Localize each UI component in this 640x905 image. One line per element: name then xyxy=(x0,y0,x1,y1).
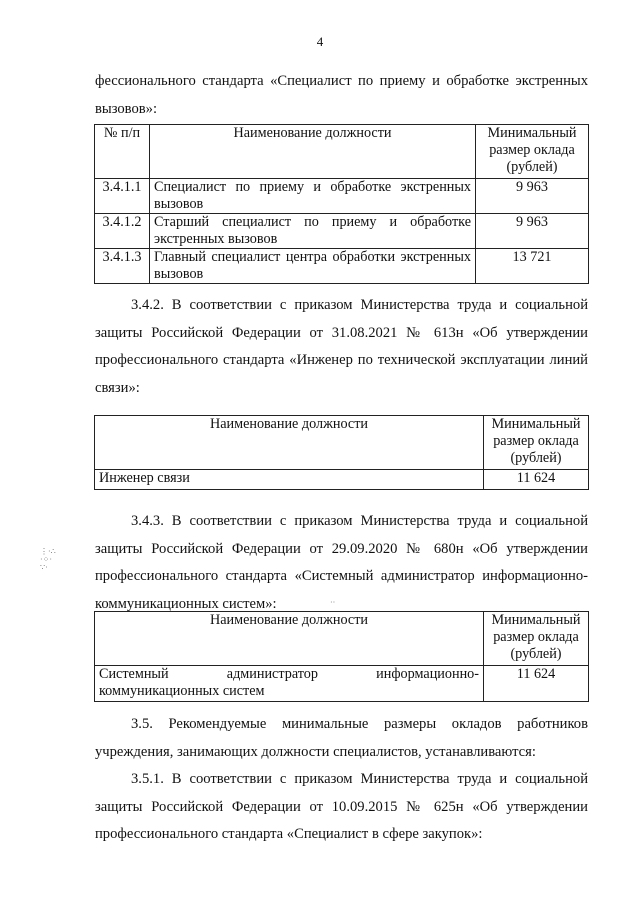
intro-line-2: вызовов»: xyxy=(95,100,158,117)
table-row xyxy=(95,470,589,490)
table-header-row xyxy=(95,416,589,470)
paragraph-3-5-1 xyxy=(95,766,588,849)
header-salary: Минимальный размер оклада (рублей) xyxy=(484,416,589,470)
header-position: Наименование должности xyxy=(150,125,476,179)
paragraph-3-4-3 xyxy=(95,508,588,618)
row-position: Главный специалист центра обработки экстренных вызовов xyxy=(150,249,476,284)
header-salary: Минимальный размер оклада (рублей) xyxy=(484,612,589,666)
row-salary: 11 624 xyxy=(484,666,589,702)
paragraph-3-4-2-text: 3.4.2. В соответствии с приказом Министерства труда и социальной защиты Российской Федерации от 31.08.2021 № 613н «Об утверждении профессионального стандарта «Инженер по технической эксплуатации линий связи»: xyxy=(95,297,588,396)
table-header-row xyxy=(95,612,589,666)
row-position-line-2: коммуникационных систем xyxy=(99,683,265,699)
row-position: Инженер связи xyxy=(95,470,484,490)
table-row xyxy=(95,249,589,284)
page-number: 4 xyxy=(316,34,324,49)
row-position: Старший специалист по приему и обработке экстренных вызовов xyxy=(150,214,476,249)
row-num: 3.4.1.3 xyxy=(95,249,150,284)
row-salary: 13 721 xyxy=(476,249,589,284)
header-num: № п/п xyxy=(95,125,150,179)
table-row xyxy=(95,666,589,702)
header-position: Наименование должности xyxy=(95,416,484,470)
intro-line-1: фессионального стандарта «Специалист по приему и обработке экстренных xyxy=(95,73,588,89)
row-salary: 11 624 xyxy=(484,470,589,490)
table-row xyxy=(95,214,589,249)
paragraph-3-5-text: 3.5. Рекомендуемые минимальные размеры окладов работников учреждения, занимающих должности специалистов, устанавливаются: xyxy=(95,716,588,760)
positions-table-1 xyxy=(94,124,589,284)
row-num: 3.4.1.1 xyxy=(95,179,150,214)
paragraph-3-4-3-text: 3.4.3. В соответствии с приказом Министерства труда и социальной защиты Российской Федерации от 29.09.2020 № 680н «Об утверждении профессионального стандарта «Системный администратор информационно-коммуникационных систем»: xyxy=(95,513,588,612)
paragraph-3-5 xyxy=(95,711,588,766)
header-salary: Минимальный размер оклада (рублей) xyxy=(476,125,589,179)
paragraph-3-5-1-text: 3.5.1. В соответствии с приказом Министерства труда и социальной защиты Российской Федерации от 10.09.2015 № 625н «Об утверждении профессионального стандарта «Специалист в сфере закупок»: xyxy=(95,771,588,842)
scan-speckle-mid: ·· xyxy=(330,598,336,607)
scan-speckle-left: ⋮·∴ ·⁘· ∵· xyxy=(40,547,56,572)
positions-table-3 xyxy=(94,611,589,702)
table-row xyxy=(95,179,589,214)
positions-table-2 xyxy=(94,415,589,490)
intro-paragraph xyxy=(95,68,588,123)
row-position xyxy=(95,666,484,702)
row-salary: 9 963 xyxy=(476,214,589,249)
row-salary: 9 963 xyxy=(476,179,589,214)
row-position-line-1: Системный администратор информационно- xyxy=(99,666,479,682)
table-header-row xyxy=(95,125,589,179)
row-num: 3.4.1.2 xyxy=(95,214,150,249)
paragraph-3-4-2 xyxy=(95,292,588,402)
row-position: Специалист по приему и обработке экстренных вызовов xyxy=(150,179,476,214)
header-position: Наименование должности xyxy=(95,612,484,666)
